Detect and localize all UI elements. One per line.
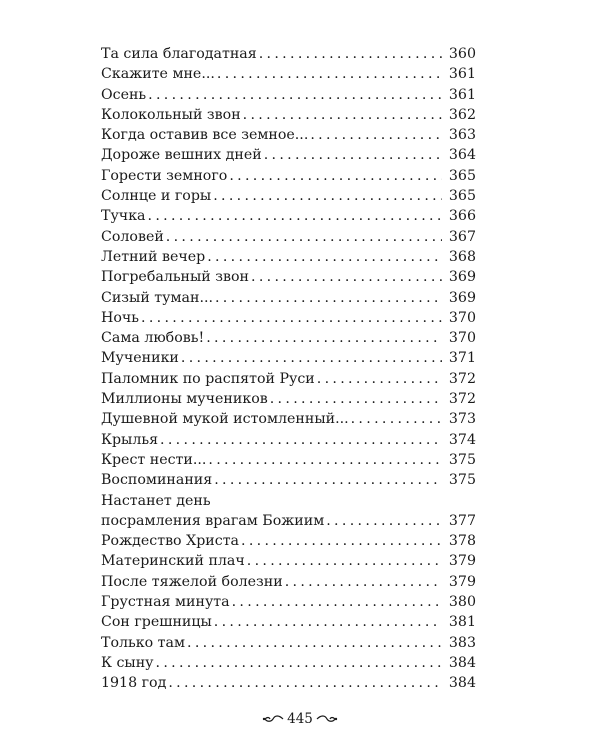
toc-leader-dots bbox=[310, 125, 442, 145]
toc-entry bbox=[101, 450, 476, 470]
toc-entry-title: Миллионы мучеников bbox=[101, 391, 268, 408]
toc-entry bbox=[101, 592, 476, 612]
toc-entry bbox=[101, 633, 476, 653]
toc-entry-title: Колокольный звон bbox=[101, 106, 241, 123]
toc-entry bbox=[101, 551, 476, 571]
toc-entry bbox=[101, 348, 476, 368]
toc-leader-dots bbox=[241, 531, 442, 551]
toc-entry-page: 373 bbox=[448, 411, 476, 428]
toc-entry-title: Рождество Христа bbox=[101, 533, 239, 550]
left-ornament-icon bbox=[262, 714, 284, 724]
right-ornament-icon bbox=[316, 714, 338, 724]
toc-entry-page: 384 bbox=[448, 675, 476, 692]
toc-entry-page: 374 bbox=[448, 431, 476, 448]
toc-entry-page: 372 bbox=[448, 370, 476, 387]
toc-entry-title: К сыну bbox=[101, 654, 154, 671]
toc-entry bbox=[101, 511, 476, 531]
page-footer bbox=[0, 711, 600, 727]
toc-entry-title: Солнце и горы bbox=[101, 188, 212, 205]
toc-entry-page: 369 bbox=[448, 289, 476, 306]
toc-entry bbox=[101, 653, 476, 673]
toc-leader-dots bbox=[208, 450, 442, 470]
toc-entry bbox=[101, 369, 476, 389]
toc-entry-title: Материнский плач bbox=[101, 553, 245, 570]
toc-entry bbox=[101, 612, 476, 632]
toc-entry-page: 365 bbox=[448, 167, 476, 184]
toc-entry-title: Крест нести... bbox=[101, 451, 207, 468]
toc-entry bbox=[101, 308, 476, 328]
toc-entry-title: Воспоминания bbox=[101, 472, 213, 489]
toc-entry-page: 368 bbox=[448, 248, 476, 265]
toc-leader-dots bbox=[243, 105, 442, 125]
toc-entry-page: 372 bbox=[448, 391, 476, 408]
toc-leader-dots bbox=[187, 633, 442, 653]
toc-entry-page: 375 bbox=[448, 451, 476, 468]
toc-entry-page: 367 bbox=[448, 228, 476, 245]
toc-entry-title: Настанет день bbox=[101, 492, 211, 509]
toc-entry-title: Летний вечер bbox=[101, 248, 206, 265]
toc-entry bbox=[101, 491, 476, 511]
toc-leader-dots bbox=[270, 389, 442, 409]
toc-entry-title: Горести земного bbox=[101, 167, 228, 184]
toc-leader-dots bbox=[141, 308, 442, 328]
toc-entry-page: 361 bbox=[448, 86, 476, 103]
toc-entry-page: 366 bbox=[448, 208, 476, 225]
toc-leader-dots bbox=[148, 206, 442, 226]
toc-entry bbox=[101, 166, 476, 186]
toc-entry-page: 379 bbox=[448, 553, 476, 570]
toc-entry-title: Мученики bbox=[101, 350, 179, 367]
toc-entry-title: Погребальный звон bbox=[101, 269, 249, 286]
toc-leader-dots bbox=[232, 592, 442, 612]
toc-entry bbox=[101, 247, 476, 267]
toc-entry bbox=[101, 673, 476, 693]
toc-leader-dots bbox=[251, 267, 442, 287]
toc-entry bbox=[101, 430, 476, 450]
table-of-contents bbox=[101, 44, 476, 694]
toc-entry-title: Сизый туман... bbox=[101, 289, 213, 306]
toc-entry-page: 381 bbox=[448, 614, 476, 631]
toc-entry-title: Тучка bbox=[101, 208, 146, 225]
toc-leader-dots bbox=[213, 186, 442, 206]
toc-entry-title: Та сила благодатная bbox=[101, 46, 257, 62]
toc-entry bbox=[101, 44, 476, 64]
toc-entry-page: 378 bbox=[448, 533, 476, 550]
toc-leader-dots bbox=[285, 572, 442, 592]
toc-leader-dots bbox=[156, 653, 442, 673]
toc-entry-title: Ночь bbox=[101, 309, 140, 326]
toc-entry bbox=[101, 85, 476, 105]
toc-entry-page: 364 bbox=[448, 147, 476, 164]
toc-entry-page: 383 bbox=[448, 634, 476, 651]
toc-leader-dots bbox=[181, 348, 442, 368]
toc-leader-dots bbox=[207, 247, 442, 267]
toc-entry bbox=[101, 145, 476, 165]
toc-entry-page: 362 bbox=[448, 106, 476, 123]
toc-entry bbox=[101, 186, 476, 206]
toc-entry-page: 365 bbox=[448, 188, 476, 205]
toc-leader-dots bbox=[148, 85, 442, 105]
toc-entry bbox=[101, 227, 476, 247]
page-number: 445 bbox=[287, 711, 313, 727]
toc-entry-page: 384 bbox=[448, 654, 476, 671]
toc-leader-dots bbox=[214, 470, 442, 490]
toc-leader-dots bbox=[317, 369, 442, 389]
toc-leader-dots bbox=[215, 288, 442, 308]
toc-leader-dots bbox=[259, 44, 442, 64]
toc-entry-title: Крылья bbox=[101, 431, 159, 448]
toc-leader-dots bbox=[206, 328, 442, 348]
toc-entry-title: Грустная минута bbox=[101, 594, 230, 611]
toc-entry bbox=[101, 572, 476, 592]
toc-entry-page: 361 bbox=[448, 66, 476, 83]
toc-leader-dots bbox=[229, 166, 442, 186]
toc-entry-title: 1918 год bbox=[101, 675, 167, 692]
toc-leader-dots bbox=[160, 430, 442, 450]
toc-entry-page: 377 bbox=[448, 512, 476, 529]
toc-entry-title: Скажите мне... bbox=[101, 66, 215, 83]
toc-entry bbox=[101, 267, 476, 287]
toc-entry bbox=[101, 531, 476, 551]
toc-entry bbox=[101, 470, 476, 490]
toc-entry-page: 371 bbox=[448, 350, 476, 367]
toc-entry bbox=[101, 64, 476, 84]
toc-entry-page: 375 bbox=[448, 472, 476, 489]
toc-entry bbox=[101, 409, 476, 429]
toc-entry-page: 363 bbox=[448, 127, 476, 144]
toc-entry-title: Дороже вешних дней bbox=[101, 147, 262, 164]
toc-entry bbox=[101, 389, 476, 409]
toc-entry-page: 370 bbox=[448, 330, 476, 347]
toc-entry bbox=[101, 206, 476, 226]
toc-leader-dots bbox=[217, 64, 442, 84]
toc-leader-dots bbox=[168, 673, 442, 693]
toc-entry bbox=[101, 288, 476, 308]
toc-entry bbox=[101, 105, 476, 125]
toc-entry-page: 370 bbox=[448, 309, 476, 326]
toc-entry-page: 369 bbox=[448, 269, 476, 286]
toc-entry-title: Душевной мукой истомленный... bbox=[101, 411, 349, 428]
toc-leader-dots bbox=[214, 612, 442, 632]
toc-entry-title: Соловей bbox=[101, 228, 164, 245]
toc-entry-page: 379 bbox=[448, 573, 476, 590]
toc-leader-dots bbox=[326, 511, 442, 531]
toc-entry-title: После тяжелой болезни bbox=[101, 573, 283, 590]
toc-leader-dots bbox=[247, 551, 442, 571]
toc-leader-dots bbox=[264, 145, 442, 165]
toc-leader-dots bbox=[166, 227, 442, 247]
toc-entry-title: посрамления врагам Божиим bbox=[101, 512, 325, 529]
toc-entry-title: Сама любовь! bbox=[101, 330, 205, 347]
toc-entry-title: Осень bbox=[101, 86, 147, 103]
toc-entry-title: Паломник по распятой Руси bbox=[101, 370, 315, 387]
toc-entry-page: 380 bbox=[448, 594, 476, 611]
toc-entry-title: Когда оставив все земное... bbox=[101, 127, 309, 144]
toc-entry-title: Сон грешницы bbox=[101, 614, 212, 631]
toc-entry-title: Только там bbox=[101, 634, 186, 651]
toc-entry bbox=[101, 328, 476, 348]
toc-entry bbox=[101, 125, 476, 145]
toc-entry-page: 360 bbox=[448, 46, 476, 62]
toc-leader-dots bbox=[351, 409, 442, 429]
